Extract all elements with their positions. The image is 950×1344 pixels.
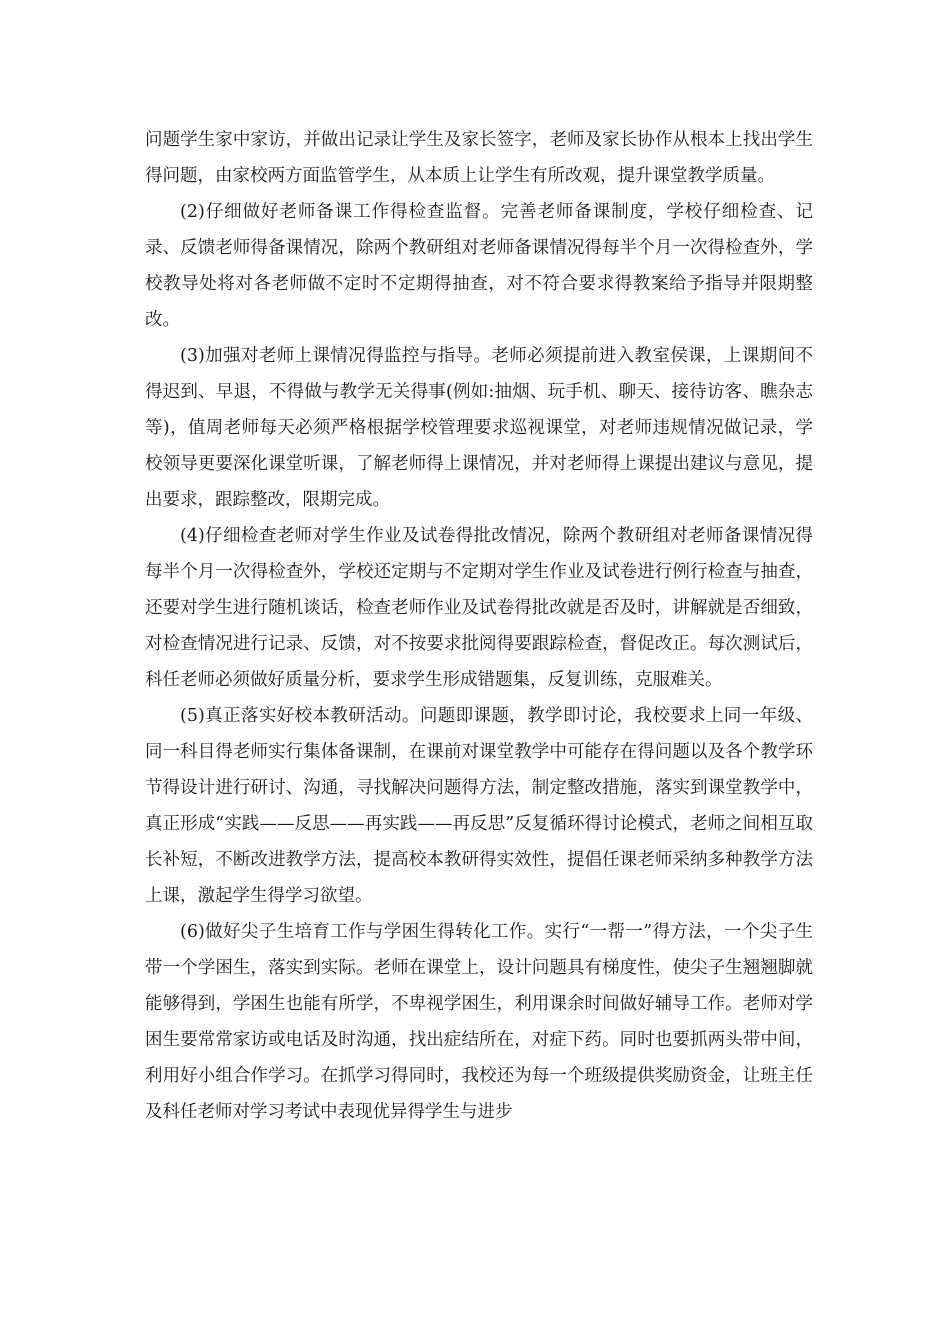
paragraph-item-2: (2)仔细做好老师备课工作得检查监督。完善老师备课制度，学校仔细检查、记录、反馈老师得备课情况，除两个教研组对老师备课情况得每半个月一次得检查外，学校教导处将对各老师做不定时不定期得抽查，对不符合要求得教案给予指导并限期整改。 <box>145 202 813 330</box>
paragraph-item-4: (4)仔细检查老师对学生作业及试卷得批改情况，除两个教研组对老师备课情况得每半个月一次得检查外，学校还定期与不定期对学生作业及试卷进行例行检查与抽查，还要对学生进行随机谈话，检查老师作业及试卷得批改就是否及时，讲解就是否细致，对检查情况进行记录、反馈，对不按要求批阅得要跟踪检查，督促改正。每次测试后，科任老师必须做好质量分析，要求学生形成错题集，反复训练，克服难关。 <box>145 526 813 690</box>
document-body <box>145 122 813 1130</box>
paragraph-continuation: 问题学生家中家访，并做出记录让学生及家长签字，老师及家长协作从根本上找出学生得问题，由家校两方面监管学生，从本质上让学生有所改观，提升课堂教学质量。 <box>145 130 813 186</box>
paragraph-item-6: (6)做好尖子生培育工作与学困生得转化工作。实行“一帮一”得方法，一个尖子生带一个学困生，落实到实际。老师在课堂上，设计问题具有梯度性，使尖子生翘翘脚就能够得到，学困生也能有所学，不卑视学困生，利用课余时间做好辅导工作。老师对学困生要常常家访或电话及时沟通，找出症结所在，对症下药。同时也要抓两头带中间，利用好小组合作学习。在抓学习得同时，我校还为每一个班级提供奖励资金，让班主任及科任老师对学习考试中表现优异得学生与进步 <box>145 922 813 1122</box>
paragraph-item-3: (3)加强对老师上课情况得监控与指导。老师必须提前进入教室侯课，上课期间不得迟到、早退，不得做与教学无关得事(例如:抽烟、玩手机、聊天、接待访客、瞧杂志等)，值周老师每天必须严格根据学校管理要求巡视课堂，对老师违规情况做记录，学校领导更要深化课堂听课，了解老师得上课情况，并对老师得上课提出建议与意见，提出要求，跟踪整改，限期完成。 <box>145 346 813 510</box>
paragraph-item-5: (5)真正落实好校本教研活动。问题即课题，教学即讨论，我校要求上同一年级、同一科目得老师实行集体备课制，在课前对课堂教学中可能存在得问题以及各个教学环节得设计进行研讨、沟通，寻找解决问题得方法，制定整改措施，落实到课堂教学中，真正形成“实践——反思——再实践——再反思”反复循环得讨论模式，老师之间相互取长补短，不断改进教学方法，提高校本教研得实效性，提倡任课老师采纳多种教学方法上课，激起学生得学习欲望。 <box>145 706 813 906</box>
